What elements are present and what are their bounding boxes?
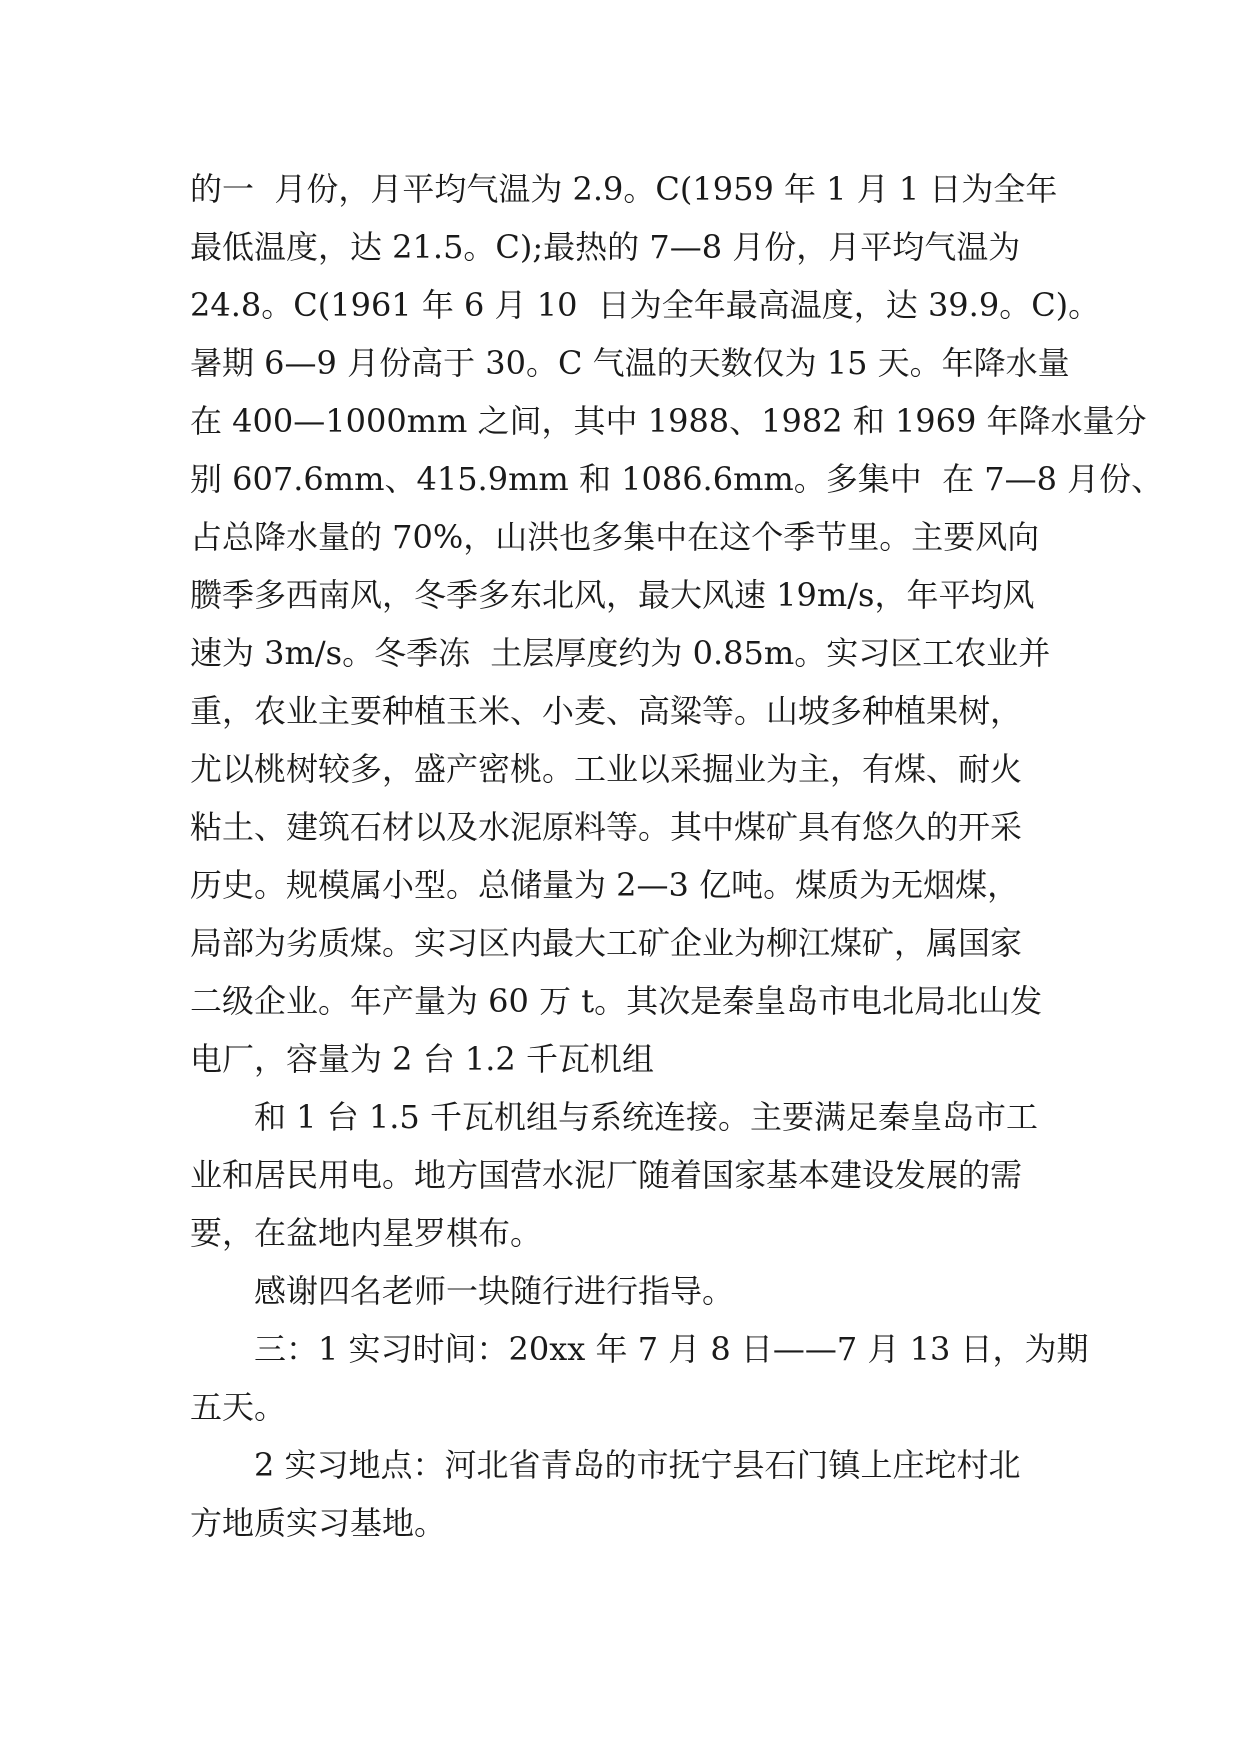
text-line: 暑期 6—9 月份高于 30。C 气温的天数仅为 15 天。年降水量 [190,344,1070,382]
text-line: 在 400—1000mm 之间，其中 1988、1982 和 1969 年降水量分 [190,402,1147,440]
text-line: 24.8。C(1961 年 6 月 10 日为全年最高温度，达 39.9。C)。 [190,286,1101,324]
text-line: 最低温度，达 21.5。C);最热的 7—8 月份，月平均气温为 [190,228,1021,266]
text-line: 重，农业主要种植玉米、小麦、高粱等。山坡多种植果树， [190,692,1023,730]
text-line: 方地质实习基地。 [190,1504,447,1542]
text-line: 臜季多西南风，冬季多东北风，最大风速 19m/s，年平均风 [190,576,1035,614]
document-body [190,160,1164,1552]
text-line: 电厂，容量为 2 台 1.2 千瓦机组 [190,1040,654,1078]
text-line: 的一 月份，月平均气温为 2.9。C(1959 年 1 月 1 日为全年 [190,170,1058,208]
text-line: 历史。规模属小型。总储量为 2—3 亿吨。煤质为无烟煤， [190,866,1020,904]
text-line: 尤以桃树较多，盛产密桃。工业以采掘业为主，有煤、耐火 [190,750,1023,788]
text-line: 二级企业。年产量为 60 万 t。其次是秦皇岛市电北局北山发 [190,982,1043,1020]
text-line: 粘土、建筑石材以及水泥原料等。其中煤矿具有悠久的开采 [190,808,1023,846]
text-line: 局部为劣质煤。实习区内最大工矿企业为柳江煤矿，属国家 [190,924,1023,962]
text-line: 三：1 实习时间：20xx 年 7 月 8 日——7 月 13 日，为期 [254,1330,1089,1368]
paragraph-power [190,1088,1070,1262]
paragraph-thanks [190,1262,1070,1320]
text-line: 别 607.6mm、415.9mm 和 1086.6mm。多集中 在 7—8 月份、 [190,460,1164,498]
text-line: 五天。 [190,1388,287,1426]
text-line: 占总降水量的 70%，山洪也多集中在这个季节里。主要风向 [190,518,1040,556]
text-line: 要，在盆地内星罗棋布。 [190,1214,543,1252]
paragraph-climate [190,160,1164,1088]
text-line: 2 实习地点：河北省青岛的市抚宁县石门镇上庄坨村北 [254,1446,1021,1484]
text-line: 速为 3m/s。冬季冻 土层厚度约为 0.85m。实习区工农业并 [190,634,1051,672]
text-line: 感谢四名老师一块随行进行指导。 [254,1272,735,1310]
paragraph-time [190,1320,1089,1436]
paragraph-location [190,1436,1070,1552]
text-line: 和 1 台 1.5 千瓦机组与系统连接。主要满足秦皇岛市工 [254,1098,1038,1136]
text-line: 业和居民用电。地方国营水泥厂随着国家基本建设发展的需 [190,1156,1023,1194]
